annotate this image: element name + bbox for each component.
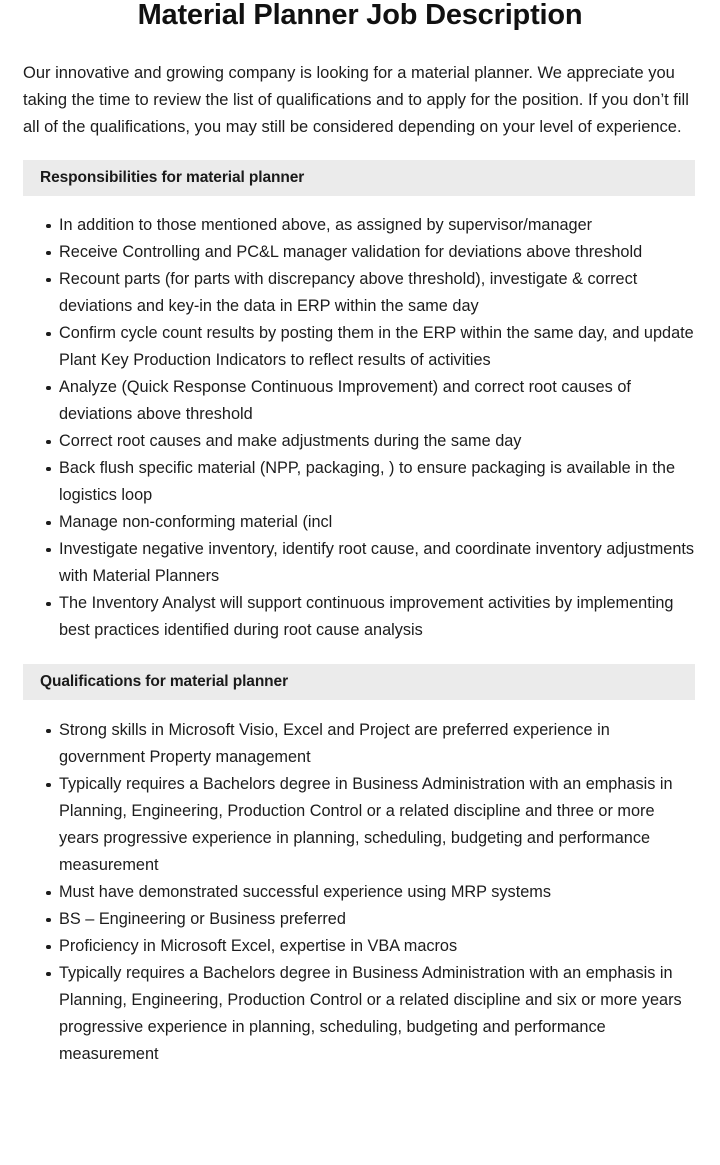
responsibilities-list: [23, 196, 697, 644]
intro-paragraph: Our innovative and growing company is looking for a material planner. We appreciate you taking the time to review the list of qualifications and to apply for the position. If you don’t fill all of the qualifications, you may still be considered depending on your level of experience.: [23, 64, 689, 136]
list-item: Correct root causes and make adjustments during the same day: [23, 428, 697, 455]
list-item: Must have demonstrated successful experience using MRP systems: [23, 879, 697, 906]
section-responsibilities: [23, 160, 697, 644]
section-qualifications: [23, 664, 697, 1068]
section-header-qualifications: Qualifications for material planner: [23, 664, 695, 700]
list-item: Manage non-conforming material (incl: [23, 509, 697, 536]
list-item: Back flush specific material (NPP, packaging, ) to ensure packaging is available in the logistics loop: [23, 455, 697, 509]
list-item: Strong skills in Microsoft Visio, Excel and Project are preferred experience in government Property management: [23, 717, 697, 771]
list-item: Recount parts (for parts with discrepancy above threshold), investigate & correct deviations and key-in the data in ERP within the same day: [23, 266, 697, 320]
page-title: Material Planner Job Description: [137, 0, 583, 31]
qualifications-list: [23, 700, 697, 1068]
list-item: Receive Controlling and PC&L manager validation for deviations above threshold: [23, 239, 697, 266]
list-item: Investigate negative inventory, identify root cause, and coordinate inventory adjustments with Material Planners: [23, 536, 697, 590]
list-item: The Inventory Analyst will support continuous improvement activities by implementing best practices identified during root cause analysis: [23, 590, 697, 644]
list-item: Typically requires a Bachelors degree in Business Administration with an emphasis in Planning, Engineering, Production Control or a related discipline and three or more years progressive experience in planning, scheduling, budgeting and performance measurement: [23, 771, 697, 879]
list-item: Confirm cycle count results by posting them in the ERP within the same day, and update Plant Key Production Indicators to reflect results of activities: [23, 320, 697, 374]
list-item: Analyze (Quick Response Continuous Improvement) and correct root causes of deviations above threshold: [23, 374, 697, 428]
list-item: In addition to those mentioned above, as assigned by supervisor/manager: [23, 212, 697, 239]
list-item: Typically requires a Bachelors degree in Business Administration with an emphasis in Planning, Engineering, Production Control or a related discipline and six or more years progressive experience in planning, scheduling, budgeting and performance measurement: [23, 960, 697, 1068]
section-header-responsibilities: Responsibilities for material planner: [23, 160, 695, 196]
list-item: Proficiency in Microsoft Excel, expertise in VBA macros: [23, 933, 697, 960]
list-item: BS – Engineering or Business preferred: [23, 906, 697, 933]
